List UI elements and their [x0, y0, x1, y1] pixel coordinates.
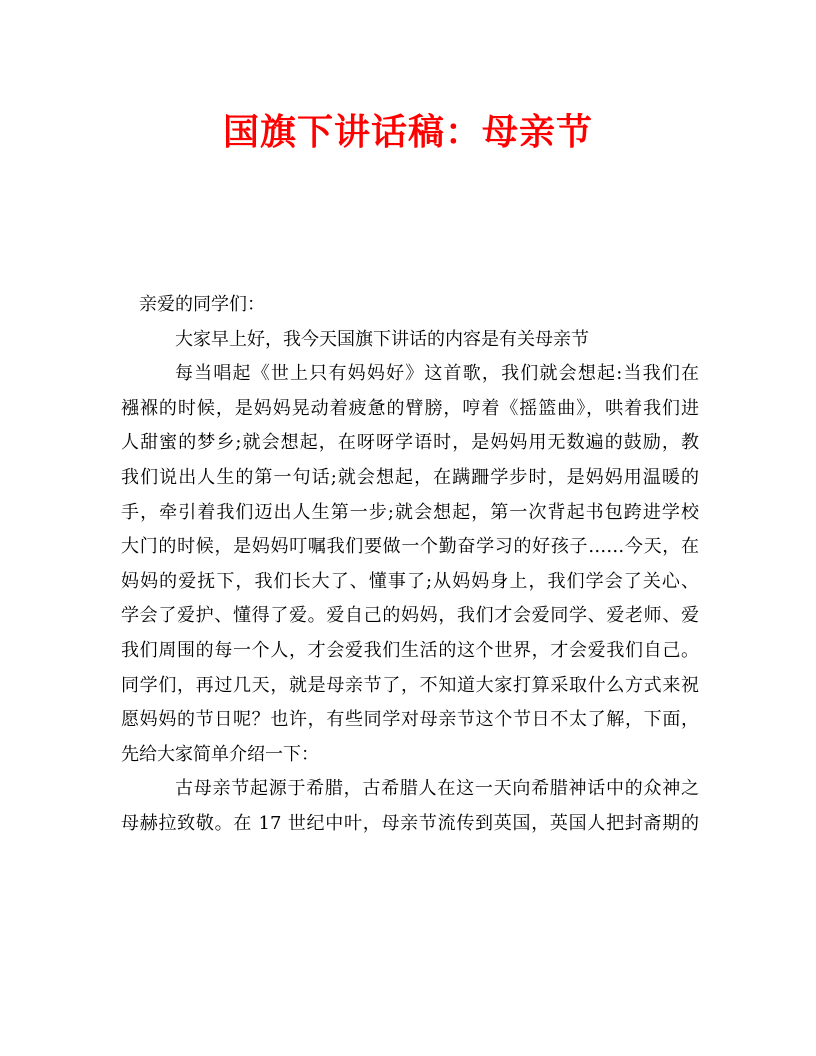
paragraph-2-line: 人甜蜜的梦乡;就会想起，在呀呀学语时，是妈妈用无数遍的鼓励，教	[121, 432, 699, 454]
paragraph-2-line: 同学们，再过几天，就是母亲节了，不知道大家打算采取什么方式来祝	[121, 674, 699, 696]
paragraph-2-line: 我们说出人生的第一句话;就会想起，在蹒跚学步时，是妈妈用温暖的	[121, 466, 699, 488]
document-body	[121, 288, 699, 842]
paragraph-2-line: 每当唱起《世上只有妈妈好》这首歌，我们就会想起:当我们在	[175, 363, 699, 385]
paragraph-2-line: 襁褓的时候，是妈妈晃动着疲惫的臂膀，哼着《摇篮曲》，哄着我们进	[121, 397, 699, 419]
paragraph-2-line: 手，牵引着我们迈出人生第一步;就会想起，第一次背起书包跨进学校	[121, 501, 699, 523]
paragraph-3-line: 古母亲节起源于希腊，古希腊人在这一天向希腊神话中的众神之	[175, 778, 699, 800]
paragraph-2-line: 我们周围的每一个人，才会爱我们生活的这个世界，才会爱我们自己。	[121, 639, 699, 661]
paragraph-2-line: 学会了爱护、懂得了爱。爱自己的妈妈，我们才会爱同学、爱老师、爱	[121, 605, 699, 627]
paragraph-3-line: 母赫拉致敬。在 17 世纪中叶，母亲节流传到英国，英国人把封斋期的	[121, 812, 699, 834]
paragraph-2-line: 妈妈的爱抚下，我们长大了、懂事了;从妈妈身上，我们学会了关心、	[121, 570, 699, 592]
paragraph-2-line: 愿妈妈的节日呢？也许，有些同学对母亲节这个节日不太了解，下面，	[121, 709, 699, 731]
paragraph-1: 大家早上好，我今天国旗下讲话的内容是有关母亲节	[175, 328, 589, 350]
salutation: 亲爱的同学们：	[139, 294, 265, 315]
paragraph-2-line: 先给大家简单介绍一下：	[121, 743, 319, 765]
paragraph-2-line: 大门的时候，是妈妈叮嘱我们要做一个勤奋学习的好孩子……今天，在	[121, 536, 699, 558]
document-title: 国旗下讲话稿：母亲节	[222, 111, 593, 153]
